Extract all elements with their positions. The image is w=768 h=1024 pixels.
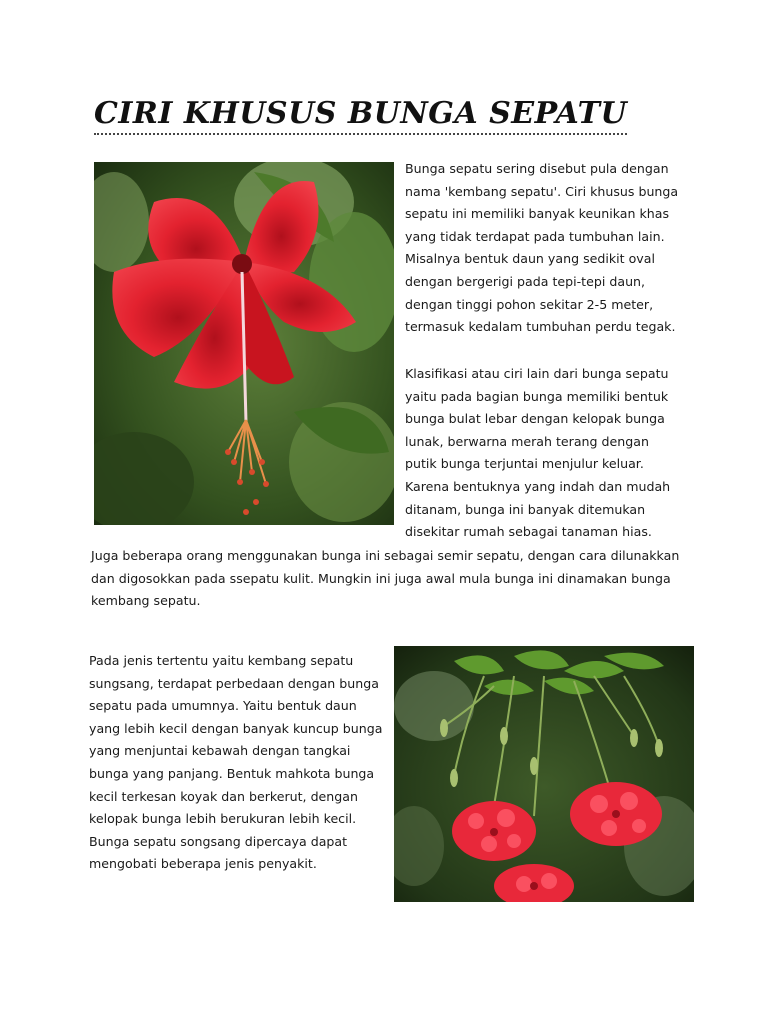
text-line: kecil terkesan koyak dan berkerut, dengan bbox=[89, 788, 358, 804]
text-line: yaitu pada bagian bunga memiliki bentuk bbox=[405, 388, 669, 404]
text-line: termasuk kedalam tumbuhan perdu tegak. bbox=[405, 319, 676, 335]
text-line: yang tidak terdapat pada tumbuhan lain. bbox=[405, 228, 665, 244]
classification-paragraph bbox=[405, 363, 670, 544]
text-line: dengan tinggi pohon sekitar 2-5 meter, bbox=[405, 296, 654, 312]
text-line: dan digosokkan pada ssepatu kulit. Mungkin ini juga awal mula bunga ini dinamakan bunga bbox=[91, 570, 671, 586]
text-line: kembang sepatu. bbox=[91, 593, 201, 609]
text-line: Karena bentuknya yang indah dan mudah bbox=[405, 478, 671, 494]
text-line: nama 'kembang sepatu'. Ciri khusus bunga bbox=[405, 183, 679, 199]
text-line: lunak, berwarna merah terang dengan bbox=[405, 433, 649, 449]
text-line: disekitar rumah sebagai tanaman hias. bbox=[405, 524, 652, 540]
text-line: yang menjuntai kebawah dengan tangkai bbox=[89, 743, 351, 759]
text-line: Klasifikasi atau ciri lain dari bunga sepatu bbox=[405, 366, 669, 381]
text-line: yang lebih kecil dengan banyak kuncup bunga bbox=[89, 720, 383, 736]
text-line: Misalnya bentuk daun yang sedikit oval bbox=[405, 251, 655, 267]
text-line: sepatu pada umumnya. Yaitu bentuk daun bbox=[89, 698, 357, 714]
text-line: Bunga sepatu songsang dipercaya dapat bbox=[89, 833, 348, 849]
text-line: Juga beberapa orang menggunakan bunga ini sebagai semir sepatu, dengan cara dilunakkan bbox=[91, 548, 680, 563]
text-line: Bunga sepatu sering disebut pula dengan bbox=[405, 161, 669, 176]
text-line: putik bunga terjuntai menjulur keluar. bbox=[405, 456, 644, 472]
text-line: mengobati beberapa jenis penyakit. bbox=[89, 856, 317, 872]
sungsang-paragraph bbox=[89, 650, 382, 876]
text-line: Pada jenis tertentu yaitu kembang sepatu bbox=[89, 653, 354, 668]
text-line: sungsang, terdapat perbedaan dengan bunga bbox=[89, 675, 379, 691]
text-line: sepatu ini memiliki banyak keunikan khas bbox=[405, 206, 670, 222]
page-title: CIRI KHUSUS BUNGA SEPATU bbox=[94, 96, 627, 135]
coral-hibiscus-photo bbox=[394, 646, 694, 902]
intro-paragraph bbox=[405, 158, 678, 339]
text-line: bunga yang panjang. Bentuk mahkota bunga bbox=[89, 765, 375, 781]
hibiscus-photo bbox=[94, 162, 394, 525]
text-line: dengan bergerigi pada tepi-tepi daun, bbox=[405, 273, 646, 289]
usage-paragraph bbox=[91, 545, 679, 613]
text-line: bunga bulat lebar dengan kelopak bunga bbox=[405, 411, 665, 427]
text-line: ditanam, bunga ini banyak ditemukan bbox=[405, 501, 646, 517]
text-line: kelopak bunga lebih berukuran lebih kecil. bbox=[89, 811, 357, 827]
